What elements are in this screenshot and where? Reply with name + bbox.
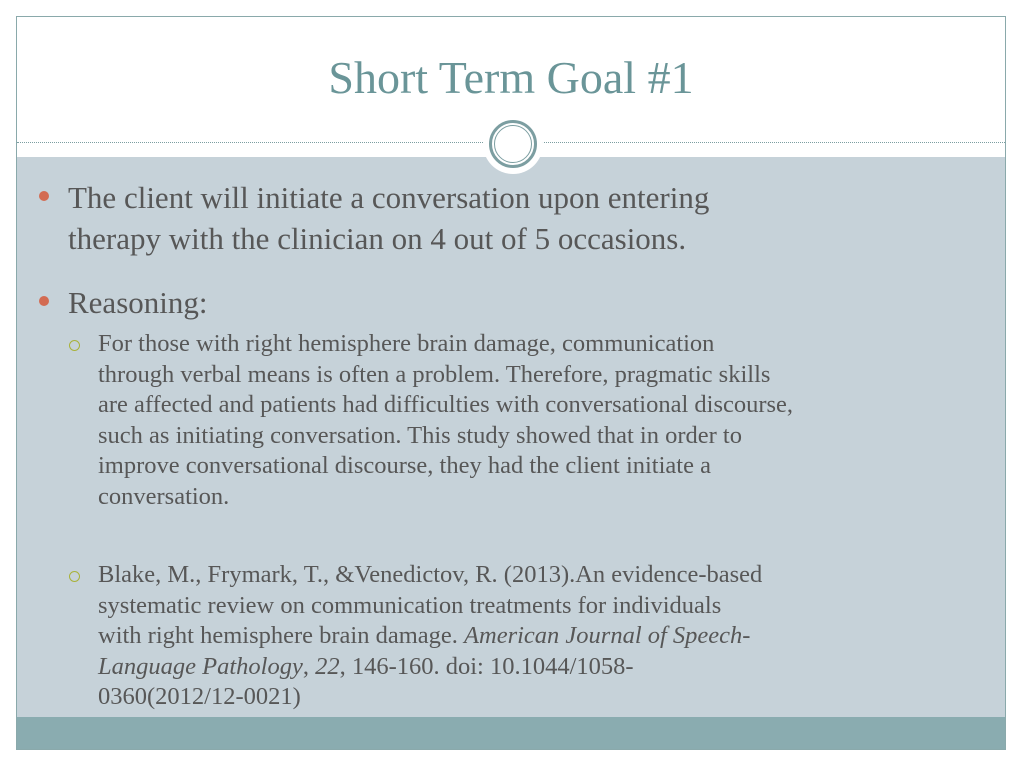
title-ornament-inner-ring-icon (494, 125, 532, 163)
slide-title: Short Term Goal #1 (328, 52, 694, 103)
citation-line-4 (98, 652, 998, 683)
bullet-goal-line-2: therapy with the clinician on 4 out of 5 occasions. (68, 221, 687, 256)
reasoning-line-2: through verbal means is often a problem. Therefore, pragmatic skills (98, 360, 771, 388)
citation-volume: 22 (315, 652, 340, 680)
bullet-goal-text (68, 177, 709, 259)
bullet-dot-icon (39, 191, 49, 201)
reasoning-line-5: improve conversational discourse, they had the client initiate a (98, 452, 711, 479)
reasoning-line-1: For those with right hemisphere brain damage, communication (98, 330, 715, 357)
reasoning-line-4: such as initiating conversation. This study showed that in order to (98, 421, 742, 449)
citation-journal-part-1: American Journal of Speech- (464, 622, 751, 649)
bullet-dot-icon (39, 296, 49, 306)
citation-line-5: 0360(2012/12-0021) (98, 683, 301, 710)
citation-comma: , (302, 652, 316, 680)
sub-bullet-reasoning-text (98, 329, 998, 512)
sub-bullet-ring-icon (69, 571, 80, 582)
reasoning-line-3: are affected and patients had difficulties with conversational discourse, (98, 391, 794, 418)
bullet-reasoning-text: Reasoning: (68, 285, 208, 320)
footer-band (17, 717, 1005, 750)
content-area (17, 157, 1005, 717)
citation-line-3 (98, 621, 998, 652)
citation-line-3-plain: with right hemisphere brain damage. (98, 622, 465, 649)
slide (16, 16, 1006, 750)
bullet-goal-line-1: The client will initiate a conversation upon entering (68, 180, 710, 215)
citation-line-1: Blake, M., Frymark, T., &Venedictov, R. (2013).An evidence-based (98, 561, 763, 588)
reasoning-line-6: conversation. (98, 482, 230, 510)
citation-line-2: systematic review on communication treatments for individuals (98, 591, 722, 619)
citation-pages-doi: , 146-160. doi: 10.1044/1058- (339, 652, 634, 680)
citation-text (98, 560, 998, 713)
sub-bullet-ring-icon (69, 340, 80, 351)
citation-journal-part-2: Language Pathology (98, 652, 303, 680)
